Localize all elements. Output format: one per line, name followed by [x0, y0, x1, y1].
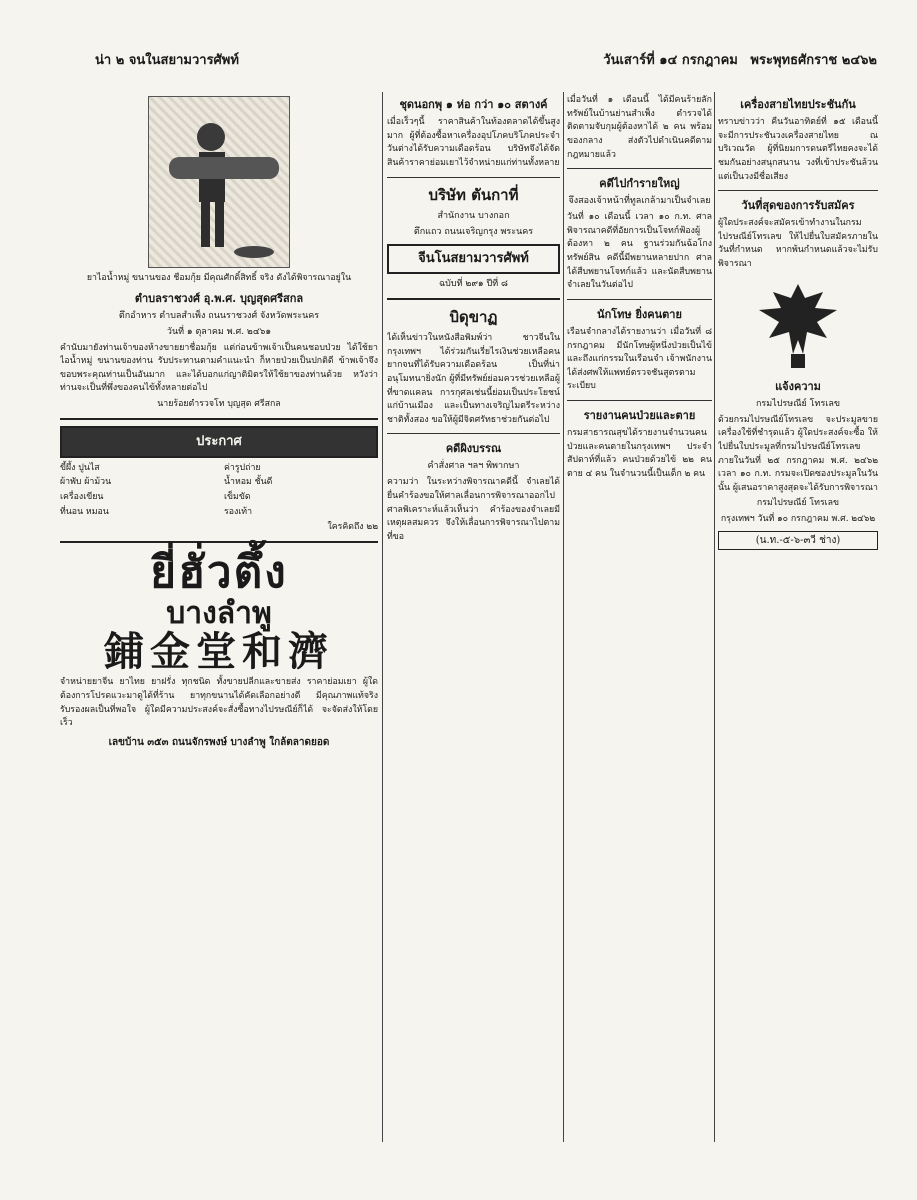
column-1 [60, 92, 378, 1142]
notice-body: ด้วยกรมไปรษณีย์โทรเลข จะประมูลขายเครื่องใช้ที่ชำรุดแล้ว ผู้ใดประสงค์จะซื้อ ให้ไปยื่นใบประมูลที่กรมไปรษณีย์โทรเลข ภายในวันที่ ๒๕ กรกฎาคม พ.ศ. ๒๔๖๒ เวลา ๑๐ ก.ท. กรมจะเปิดซองประมูลในวันนั้น ผู้เสนอราคาสูงสุดจะได้รับการพิจารณา [718, 414, 878, 493]
header-date: วันเสาร์ที่ ๑๔ กรกฎาคม [603, 52, 738, 68]
court-body: ความว่า ในระหว่างพิจารณาคดีนี้ จำเลยได้ยื่นคำร้องขอให้ศาลเลื่อนการพิจารณาออกไป ศาลพิเคราะห์แล้วเห็นว่า คำร้องของจำเลยมีเหตุผลสมควร จึงให้เลื่อนการพิจารณาไปตามที่ขอ [387, 477, 560, 542]
column-2 [387, 92, 560, 1142]
divider [387, 298, 560, 300]
news-title: คดีไปกำรายใหญ่ [599, 177, 680, 191]
garuda-emblem-icon [753, 278, 843, 374]
logo-line-3: 鋪金堂和濟 [104, 628, 334, 676]
list-item: เข็มขัด [224, 492, 251, 503]
company-address: ตึกแถว ถนนเจริญกรุง พระนคร [413, 226, 534, 237]
divider [567, 299, 712, 300]
divider [60, 541, 378, 543]
column-rule [714, 92, 715, 1142]
notice-sign: กรมไปรษณีย์ โทรเลข [756, 498, 840, 509]
divider [60, 418, 378, 420]
news-body: วันที่ ๑๐ เดือนนี้ เวลา ๑๐ ก.ท. ศาลพิจารณาคดีที่อัยการเป็นโจทก์ฟ้องผู้ต้องหา ๒ คน ฐานร่วมกันฉ้อโกงทรัพย์สิน คดีนี้มีพยานหลายปาก ศาลได้สืบพยานโจทก์แล้ว และนัดสืบพยานจำเลยในวันต่อไป [567, 212, 712, 291]
header-left: น่า ๒ จนในสยามวารศัพท์ [95, 52, 239, 68]
ad-signature: ตำบลราชวงศ์ อุ.พ.ศ. บุญสุดศรีสกล [134, 291, 304, 305]
notice-label: แจ้งความ [775, 379, 821, 393]
news-body: กรมสาธารณสุขได้รายงานจำนวนคนป่วยและคนตายในกรุงเทพฯ ประจำสัปดาห์ที่แล้ว คนป่วยด้วยไข้ ๒๒ คน ตาย ๔ คน ในจำนวนนี้เป็นเด็ก ๒ คน [567, 428, 712, 479]
news-title: รายงานคนป่วยและตาย [583, 409, 696, 423]
list-item: ที่นอน หมอน [60, 506, 109, 517]
list-item: ผ้าพับ ผ้าม้วน [60, 477, 112, 488]
news-title: วันที่สุดของการรับสมัคร [741, 199, 855, 213]
header-year: พระพุทธศักราช ๒๔๖๒ [750, 52, 877, 68]
divider [387, 433, 560, 434]
list-item: เครื่องเขียน [60, 492, 104, 503]
column-4 [718, 92, 878, 1142]
list-item: รองเท้า [224, 506, 253, 517]
article-body: เมื่อวันที่ ๑ เดือนนี้ ได้มีคนร้ายลักทรัพย์ในบ้านย่านสำเพ็ง ตำรวจได้ติดตามจับกุมผู้ต้องหาได้ ๒ คน พร้อมของกลาง ส่งตัวไปดำเนินคดีตามกฎหมายแล้ว [567, 95, 712, 160]
news-body: ผู้ใดประสงค์จะสมัครเข้าทำงานในกรมไปรษณีย์โทรเลข ให้ไปยื่นใบสมัครภายในวันที่กำหนด หากพ้นกำหนดแล้วจะไม่รับพิจารณา [718, 218, 878, 270]
news-subtitle: จึงสองเจ้าหน้าที่ทูลเกล้ามาเป็นจำเลย [568, 196, 711, 207]
masthead-issue: ฉบับที่ ๒๙๑ ปีที่ ๘ [439, 278, 508, 289]
product-list [60, 462, 378, 520]
shop-logo [60, 546, 378, 676]
ad-signoff: นายร้อยตำรวจโท บุญสุด ศรีสกล [157, 399, 281, 410]
news-title: นักโทษ ยิ่งคนตาย [597, 307, 682, 321]
divider [387, 177, 560, 178]
court-title: คดีผิงบรรณ [445, 442, 502, 456]
editorial-body: ได้เห็นข่าวในหนังสือพิมพ์ว่า ชาวจีนในกรุงเทพฯ ได้ร่วมกันเรี่ยไรเงินช่วยเหลือคนยากจนที่ได้รับความเดือดร้อน เป็นที่น่าอนุโมทนายิ่งนัก ผู้ที่มีทรัพย์ย่อมควรช่วยเหลือผู้ที่ขาดแคลน การกุศลเช่นนี้ย่อมเป็นประโยชน์แก่บ้านเมือง และเป็นทางเจริญไมตรีระหว่างชาติทั้งสอง ขอให้ผู้มีจิตศรัทธาช่วยกันต่อไป [387, 333, 560, 425]
notice-date: กรุงเทพฯ วันที่ ๑๐ กรกฎาคม พ.ศ. ๒๔๖๒ [720, 514, 876, 525]
list-item: น้ำหอม ชั้นดี [224, 477, 273, 488]
company-name: บริษัท ตันกาที่ [428, 185, 519, 204]
notice-issuer: กรมไปรษณีย์ โทรเลข [755, 398, 841, 409]
ad-caption: ยาไอน้ำหมู่ ขนานของ ชือมกุ้ย มีคุณศักดิ์สิทธิ์ จริง ดังได้พิจารณาอยู่ใน [86, 273, 352, 283]
list-item: ค่ารูปถ่าย [224, 462, 261, 473]
list-footer: ใครคิดถึง ๒๒ [327, 522, 378, 533]
shop-ad-body: จำหน่ายยาจีน ยาไทย ยาฝรั่ง ทุกชนิด ทั้งขายปลีกและขายส่ง ราคาย่อมเยา ผู้ใดต้องการโปรดแวะมาดูได้ที่ร้าน ยาทุกขนานได้คัดเลือกอย่างดี มีคุณภาพแท้จริง รับรองผลเป็นที่พอใจ ผู้ใดมีความประสงค์จะสั่งซื้อทางไปรษณีย์ก็ได้ จะจัดส่งให้โดยเร็ว [60, 677, 378, 729]
divider [718, 190, 878, 191]
column-footer: (น.ท.-๕-๖-๓วี ช่าง) [718, 531, 878, 551]
shop-ad-footer: เลขบ้าน ๓๕๓ ถนนจักรพงษ์ บางลำพู ใกล้ตลาดยอด [108, 736, 330, 748]
editorial-title: บิดุขาฏ [449, 307, 498, 326]
page-header [95, 48, 877, 70]
news-body: เรือนจำกลางได้รายงานว่า เมื่อวันที่ ๘ กรกฎาคม มีนักโทษผู้หนึ่งป่วยเป็นไข้ และถึงแก่กรรมในเรือนจำ เจ้าพนักงานได้ส่งศพให้แพทย์ตรวจชันสูตรตามระเบียบ [567, 326, 712, 392]
masthead: จีนโนสยามวารศัพท์ [387, 244, 560, 274]
header-right [595, 49, 877, 70]
column-rule [382, 92, 383, 1142]
ad-illustration [148, 96, 290, 268]
divider [567, 168, 712, 169]
man-with-log-icon [149, 97, 289, 267]
headline: ชุดนอกพุ ๑ ห่อ กว่า ๑๐ สตางค์ [399, 98, 548, 111]
news-title: เครื่องสายไทยประชันกัน [740, 98, 856, 111]
divider [567, 400, 712, 401]
news-body: ทราบข่าวว่า คืนวันอาทิตย์ที่ ๑๕ เดือนนี้ จะมีการประชันวงเครื่องสายไทย ณ บริเวณวัด ผู้ที่นิยมการดนตรีไทยคงจะได้ชมกันอย่างสนุกสนาน วงที่เข้าประชันล้วนแต่เป็นวงมีชื่อเสียง [718, 117, 878, 182]
ad-date: วันที่ ๑ ตุลาคม พ.ศ. ๒๔๖๑ [166, 326, 272, 337]
article-body: เมื่อเร็วๆนี้ ราคาสินค้าในท้องตลาดได้ขึ้นสูงมาก ผู้ที่ต้องซื้อหาเครื่องอุปโภคบริโภคประจำวันต่างได้รับความเดือดร้อน บริษัทจึงได้จัดสินค้าราคาย่อมเยาไว้จำหน่ายแก่ท่านทั้งหลาย [387, 117, 560, 168]
logo-line-1: ยี่ฮั่วตึ้ง [150, 546, 288, 598]
column-3 [567, 92, 712, 1142]
column-rule [563, 92, 564, 1142]
ad-address: ตึกอำหาร ตำบลสำเพ็ง ถนนราชวงศ์ จังหวัดพระนคร [118, 310, 320, 321]
court-sub: คำสั่งศาล ฯลฯ พิพากษา [427, 461, 520, 472]
notice-banner: ประกาศ [60, 426, 378, 458]
list-item: ขี้ผึ้ง ปูนไส [60, 462, 100, 473]
logo-line-2: บางลำพู [166, 596, 272, 632]
company-sub: สำนักงาน บางกอก [437, 210, 510, 221]
ad-body: คำนับมายังท่านเจ้าของห้างขายยาชื่อมกุ้ย แต่ก่อนข้าพเจ้าเป็นคนชอบป่วย ได้ใช้ยาไอน้ำหมู่ ขนานของท่าน รับประทานตามคำแนะนำ ก็หายป่วยเป็นปกติดี ข้าพเจ้าจึงขอบพระคุณท่านเป็นอันมาก และได้บอกแก่ญาติมิตรให้ใช้ยาของท่านด้วย หวังว่าท่านจะเป็นที่พึ่งของคนไข้ทั้งหลายต่อไป [60, 342, 378, 394]
